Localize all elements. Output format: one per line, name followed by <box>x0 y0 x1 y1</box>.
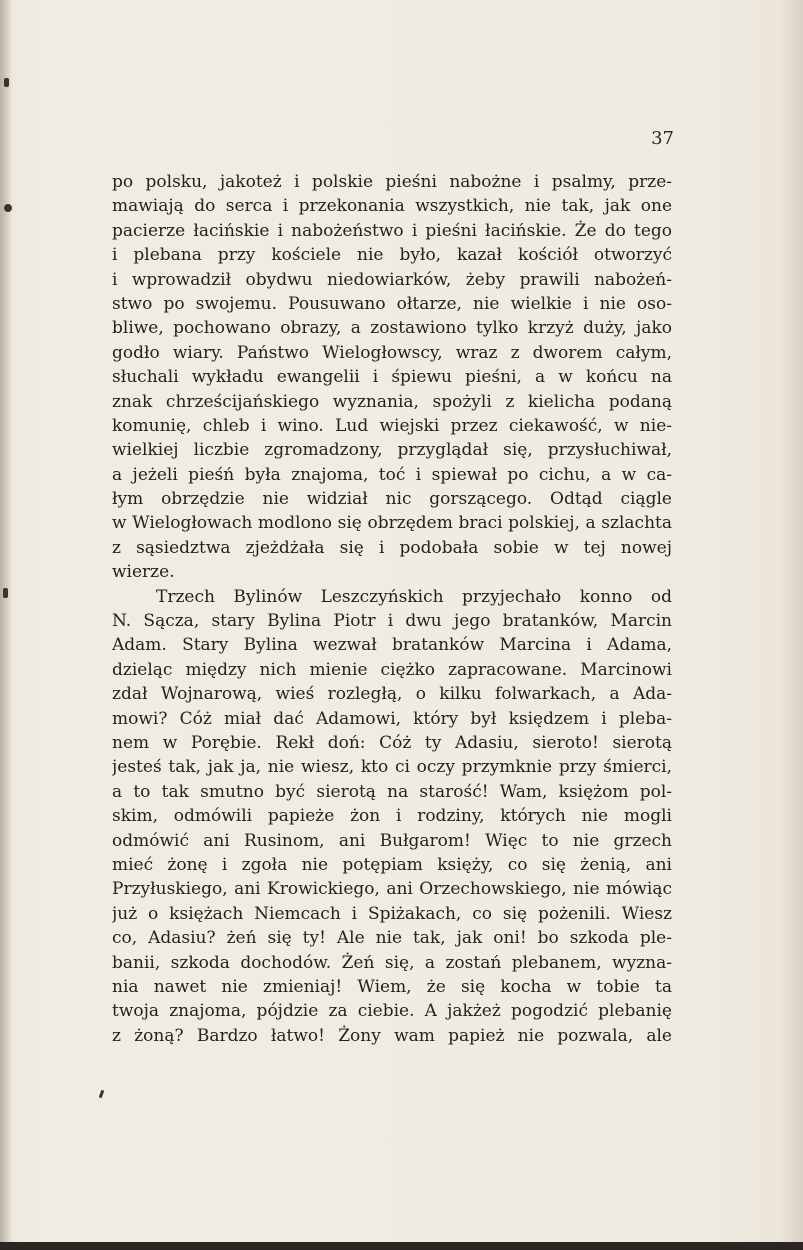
text-line: pacierze łacińskie i nabożeństwo i pieśni łacińskie. Że do tego <box>112 220 672 241</box>
text-line: bliwe, pochowano obrazy, a zostawiono tylko krzyż duży, jako <box>112 318 672 339</box>
text-line: już o księżach Niemcach i Spiżakach, co się pożenili. Wiesz <box>112 903 672 924</box>
text-line: nem w Porębie. Rekł doń: Cóż ty Adasiu, sieroto! sierotą <box>112 732 672 753</box>
text-line: mowi? Cóż miał dać Adamowi, który był księdzem i pleba- <box>112 708 672 729</box>
text-line: jesteś tak, jak ja, nie wiesz, kto ci oczy przymknie przy śmierci, <box>112 757 672 778</box>
scan-bottom-edge <box>0 1242 803 1250</box>
margin-speck <box>4 78 9 87</box>
text-line: skim, odmówili papieże żon i rodziny, których nie mogli <box>112 806 672 827</box>
text-line: stwo po swojemu. Pousuwano ołtarze, nie wielkie i nie oso- <box>112 293 672 314</box>
page-number: 37 <box>651 128 674 149</box>
text-line: i wprowadził obydwu niedowiarków, żeby prawili nabożeń- <box>112 269 672 290</box>
text-line: łym obrzędzie nie widział nic gorszącego. Odtąd ciągle <box>112 489 672 510</box>
text-line: banii, szkoda dochodów. Żeń się, a zostań plebanem, wyzna- <box>112 952 672 973</box>
margin-speck <box>4 204 12 212</box>
text-line: z żoną? Bardzo łatwo! Żony wam papież nie pozwala, ale <box>112 1025 672 1046</box>
text-line: komunię, chleb i wino. Lud wiejski przez ciekawość, w nie- <box>112 415 672 436</box>
text-line: co, Adasiu? żeń się ty! Ale nie tak, jak oni! bo szkoda ple- <box>112 928 672 949</box>
text-line: po polsku, jakoteż i polskie pieśni nabożne i psalmy, prze- <box>112 172 672 192</box>
margin-speck <box>3 588 8 598</box>
margin-speck <box>99 1090 105 1099</box>
text-line: twoja znajoma, pójdzie za ciebie. A jakżeż pogodzić plebanię <box>112 1001 672 1022</box>
text-line: znak chrześcijańskiego wyznania, spożyli z kielicha podaną <box>112 391 672 412</box>
text-line: a to tak smutno być sierotą na starość! Wam, księżom pol- <box>112 781 672 802</box>
text-line: mawiają do serca i przekonania wszystkich, nie tak, jak one <box>112 196 672 217</box>
text-line: słuchali wykładu ewangelii i śpiewu pieśni, a w końcu na <box>112 367 672 388</box>
text-line: w Wielogłowach modlono się obrzędem braci polskiej, a szlachta <box>112 513 672 534</box>
text-line: Przyłuskiego, ani Krowickiego, ani Orzechowskiego, nie mówiąc <box>112 879 672 900</box>
text-line: i plebana przy kościele nie było, kazał kościół otworzyć <box>112 245 672 266</box>
text-line: a jeżeli pieśń była znajoma, toć i spiewał po cichu, a w ca- <box>112 464 672 485</box>
body-text <box>112 170 672 1048</box>
text-line: wierze. <box>112 562 175 583</box>
text-line: mieć żonę i zgoła nie potępiam księży, co się żenią, ani <box>112 854 672 875</box>
paragraph-first-line: Trzech Bylinów Leszczyńskich przyjechało konno od <box>156 586 672 607</box>
text-line: N. Sącza, stary Bylina Piotr i dwu jego bratanków, Marcin <box>112 611 672 632</box>
text-line: wielkiej liczbie zgromadzony, przyglądał się, przysłuchiwał, <box>112 440 672 461</box>
text-line: odmówić ani Rusinom, ani Bułgarom! Więc to nie grzech <box>112 830 672 851</box>
text-line: nia nawet nie zmieniaj! Wiem, że się kocha w tobie ta <box>112 976 672 997</box>
text-line: Adam. Stary Bylina wezwał bratanków Marcina i Adama, <box>112 635 672 656</box>
text-line: dzieląc między nich mienie ciężko zapracowane. Marcinowi <box>112 659 672 680</box>
text-line: zdał Wojnarową, wieś rozległą, o kilku folwarkach, a Ada- <box>112 684 672 705</box>
page-gutter-shadow <box>0 0 12 1242</box>
text-line: godło wiary. Państwo Wielogłowscy, wraz z dworem całym, <box>112 342 672 363</box>
text-line: z sąsiedztwa zjeżdżała się i podobała sobie w tej nowej <box>112 537 672 558</box>
